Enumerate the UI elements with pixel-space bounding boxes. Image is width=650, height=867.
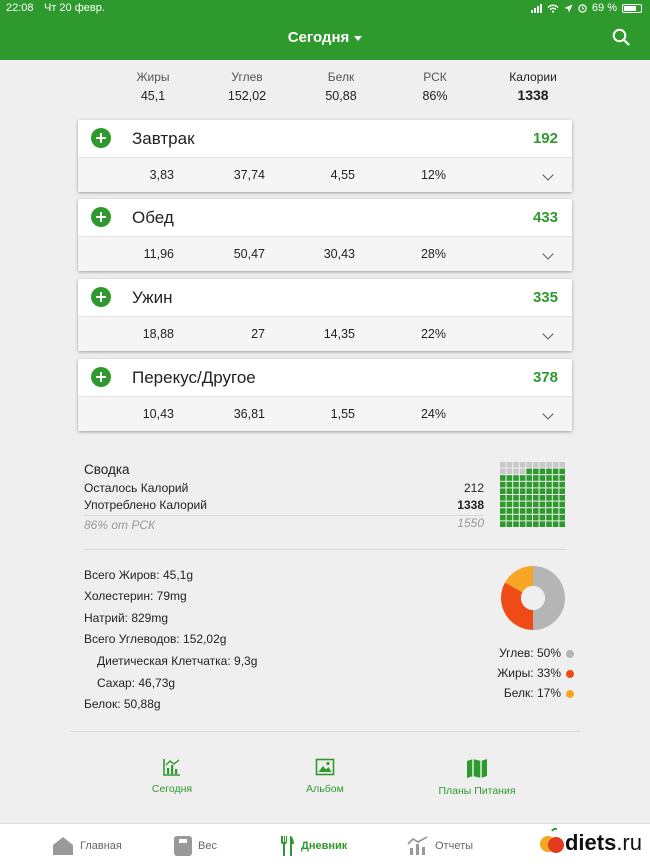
grid-cell-filled [500, 475, 506, 481]
grid-cell-filled [553, 482, 559, 488]
totals-rdi-label: РСК [423, 70, 447, 84]
grid-cell-empty [526, 462, 532, 468]
fork-knife-icon [279, 836, 295, 856]
grid-cell-filled [500, 515, 506, 521]
meal-header[interactable] [78, 359, 572, 396]
legend-protein-dot [566, 690, 574, 698]
totals-protein-label: Белк [327, 70, 355, 84]
meal-header[interactable] [78, 199, 572, 236]
scale-icon [174, 836, 192, 856]
summary-title: Сводка [84, 462, 130, 477]
meal-header[interactable] [78, 120, 572, 157]
grid-cell-filled [540, 521, 546, 527]
status-date: Чт 20 февр. [44, 2, 105, 14]
daily-totals [0, 70, 650, 110]
status-time: 22:08 [6, 2, 34, 14]
grid-cell-filled [540, 488, 546, 494]
grid-cell-filled [533, 475, 539, 481]
grid-cell-filled [520, 482, 526, 488]
apple-logo-icon [539, 828, 565, 858]
battery-icon [622, 4, 642, 13]
grid-cell-filled [507, 508, 513, 514]
grid-cell-empty [513, 469, 519, 475]
grid-cell-empty [559, 462, 565, 468]
grid-cell-filled [546, 488, 552, 494]
bottom-tab-bar [0, 823, 650, 867]
grid-cell-filled [546, 515, 552, 521]
meal-name: Перекус/Другое [132, 368, 256, 387]
meal-carbs: 36,81 [233, 407, 265, 421]
meal-protein: 14,35 [323, 327, 355, 341]
meal-fat: 10,43 [142, 407, 174, 421]
grid-cell-empty [507, 462, 513, 468]
chart-icon [162, 757, 182, 777]
reports-icon [407, 836, 429, 856]
macro-donut-chart [500, 565, 566, 631]
meal-carbs: 27 [251, 327, 265, 341]
grid-cell-filled [553, 521, 559, 527]
page-title: Сегодня [287, 29, 350, 46]
chevron-down-icon [354, 36, 362, 41]
grid-cell-filled [540, 482, 546, 488]
grid-cell-filled [546, 475, 552, 481]
grid-cell-filled [520, 502, 526, 508]
legend-fat-dot [566, 670, 574, 678]
alarm-icon [578, 4, 587, 13]
meal-header[interactable] [78, 279, 572, 316]
meal-rdi: 24% [420, 407, 446, 421]
grid-cell-filled [520, 515, 526, 521]
grid-cell-filled [500, 502, 506, 508]
add-food-icon[interactable] [91, 207, 111, 227]
grid-cell-filled [526, 475, 532, 481]
grid-cell-filled [540, 495, 546, 501]
grid-cell-filled [546, 502, 552, 508]
grid-cell-filled [526, 482, 532, 488]
meal-protein: 4,55 [330, 168, 355, 182]
grid-cell-filled [533, 515, 539, 521]
grid-cell-filled [559, 521, 565, 527]
grid-cell-empty [533, 462, 539, 468]
totals-calories-value: 1338 [517, 87, 549, 103]
grid-cell-empty [540, 462, 546, 468]
grid-cell-filled [540, 469, 546, 475]
location-icon [564, 4, 573, 13]
grid-cell-filled [520, 521, 526, 527]
meal-rdi: 12% [420, 168, 446, 182]
grid-cell-empty [520, 462, 526, 468]
grid-cell-filled [500, 508, 506, 514]
grid-cell-filled [507, 495, 513, 501]
tab-reports[interactable] [407, 836, 473, 856]
nutrient-protein: Белок: 50,88g [84, 697, 161, 711]
nutrient-cholesterol: Холестерин: 79mg [84, 589, 187, 603]
grid-cell-filled [546, 508, 552, 514]
meal-fat: 3,83 [149, 168, 174, 182]
summary-rdi-label: 86% от РСК [84, 518, 156, 532]
summary-remaining-value: 212 [463, 481, 484, 495]
totals-carbs [207, 70, 287, 103]
nutrient-sugar: Сахар: 46,73g [97, 676, 176, 690]
battery-percent: 69 % [591, 2, 617, 14]
meal-calories: 335 [532, 289, 558, 306]
image-icon [315, 757, 335, 777]
grid-cell-filled [500, 521, 506, 527]
subnav-meal-plans[interactable] [417, 757, 537, 797]
grid-cell-filled [533, 495, 539, 501]
meal-protein: 30,43 [323, 247, 355, 261]
grid-cell-filled [559, 475, 565, 481]
legend-carbs-label: Углев: 50% [499, 646, 561, 660]
meal-protein: 1,55 [330, 407, 355, 421]
totals-carbs-label: Углев [231, 70, 263, 84]
meal-macros[interactable] [78, 236, 572, 271]
grid-cell-empty [546, 462, 552, 468]
meal-name: Обед [132, 208, 174, 227]
grid-cell-filled [520, 495, 526, 501]
summary-remaining-label: Осталось Калорий [84, 481, 189, 495]
grid-cell-empty [520, 469, 526, 475]
grid-cell-filled [507, 515, 513, 521]
grid-cell-filled [546, 495, 552, 501]
summary-rdi-value: 1550 [457, 516, 484, 530]
site-logo [539, 828, 642, 858]
totals-protein-value: 50,88 [325, 89, 357, 103]
legend-protein [504, 686, 574, 700]
grid-cell-filled [500, 495, 506, 501]
grid-cell-filled [540, 475, 546, 481]
wifi-icon [547, 4, 559, 13]
grid-cell-filled [520, 508, 526, 514]
tab-home[interactable] [52, 836, 122, 856]
tab-diary-label: Дневник [301, 840, 348, 852]
tab-diary[interactable] [279, 836, 347, 856]
subnav-meal-plans-label: Планы Питания [438, 785, 516, 797]
legend-carbs-dot [566, 650, 574, 658]
grid-cell-empty [553, 462, 559, 468]
totals-fat-label: Жиры [136, 70, 170, 84]
grid-cell-filled [546, 482, 552, 488]
subnav-album[interactable] [265, 757, 385, 795]
grid-cell-filled [533, 508, 539, 514]
nutrient-fiber: Диетическая Клетчатка: 9,3g [97, 654, 258, 668]
grid-cell-filled [553, 508, 559, 514]
totals-rdi [395, 70, 475, 103]
grid-cell-filled [526, 502, 532, 508]
chevron-down-icon[interactable] [542, 248, 553, 259]
grid-cell-filled [553, 488, 559, 494]
grid-cell-filled [507, 475, 513, 481]
grid-cell-filled [526, 521, 532, 527]
meal-card-snack[interactable] [78, 359, 572, 431]
meal-rdi: 28% [420, 247, 446, 261]
grid-cell-filled [520, 488, 526, 494]
grid-cell-filled [507, 482, 513, 488]
meal-calories: 433 [532, 209, 558, 226]
tab-home-label: Главная [80, 840, 122, 852]
legend-protein-label: Белк: 17% [503, 686, 561, 700]
grid-cell-filled [513, 508, 519, 514]
grid-cell-empty [507, 469, 513, 475]
legend-fat [497, 666, 574, 680]
grid-cell-filled [526, 508, 532, 514]
home-icon [52, 836, 74, 856]
grid-cell-filled [546, 521, 552, 527]
chevron-down-icon[interactable] [542, 328, 553, 339]
meal-calories: 378 [532, 369, 558, 386]
grid-cell-filled [513, 482, 519, 488]
legend-fat-label: Жиры: 33% [497, 666, 561, 680]
calorie-grid-icon [500, 462, 566, 528]
grid-cell-filled [559, 508, 565, 514]
totals-calories-label: Калории [509, 70, 557, 84]
grid-cell-filled [513, 488, 519, 494]
grid-cell-filled [526, 488, 532, 494]
grid-cell-filled [526, 515, 532, 521]
totals-calories [493, 70, 573, 103]
grid-cell-filled [533, 502, 539, 508]
meal-fat: 11,96 [143, 247, 174, 261]
totals-rdi-value: 86% [422, 89, 448, 103]
legend-carbs [499, 646, 574, 660]
grid-cell-filled [513, 521, 519, 527]
summary-rdi [84, 515, 484, 533]
grid-cell-empty [500, 462, 506, 468]
divider [84, 549, 566, 550]
grid-cell-filled [520, 475, 526, 481]
grid-cell-filled [553, 502, 559, 508]
grid-cell-filled [553, 495, 559, 501]
totals-carbs-value: 152,02 [227, 89, 267, 103]
meal-name: Завтрак [132, 129, 195, 148]
summary-consumed-value: 1338 [457, 498, 484, 512]
tab-weight-label: Вес [198, 840, 217, 852]
add-food-icon[interactable] [91, 128, 111, 148]
logo-text: diets [564, 830, 617, 855]
grid-cell-filled [513, 502, 519, 508]
grid-cell-filled [559, 469, 565, 475]
grid-cell-empty [513, 462, 519, 468]
grid-cell-filled [533, 521, 539, 527]
tab-weight[interactable] [174, 836, 217, 856]
grid-cell-filled [553, 469, 559, 475]
subnav-today-label: Сегодня [151, 783, 193, 795]
chevron-down-icon[interactable] [542, 169, 553, 180]
grid-cell-filled [513, 515, 519, 521]
grid-cell-filled [513, 495, 519, 501]
nutrient-sodium: Натрий: 829mg [84, 611, 169, 625]
signal-icon [531, 4, 542, 13]
totals-fat-value: 45,1 [140, 89, 166, 103]
summary-consumed-label: Употреблено Калорий [84, 498, 207, 512]
add-food-icon[interactable] [91, 287, 111, 307]
grid-cell-filled [533, 488, 539, 494]
grid-cell-filled [513, 475, 519, 481]
meal-rdi: 22% [420, 327, 446, 341]
grid-cell-filled [526, 495, 532, 501]
search-icon[interactable] [612, 28, 630, 46]
grid-cell-empty [500, 469, 506, 475]
summary-consumed [84, 498, 484, 514]
grid-cell-filled [559, 515, 565, 521]
tab-reports-label: Отчеты [435, 840, 474, 852]
date-selector[interactable] [0, 29, 650, 46]
meal-fat: 18,88 [142, 327, 174, 341]
divider [70, 731, 580, 732]
totals-fat [113, 70, 193, 103]
grid-cell-filled [540, 502, 546, 508]
meal-macros[interactable] [78, 157, 572, 192]
donut-hole [521, 586, 545, 610]
add-food-icon[interactable] [91, 367, 111, 387]
grid-cell-filled [559, 495, 565, 501]
nutrient-total-carbs: Всего Углеводов: 152,02g [84, 632, 227, 646]
subnav-album-label: Альбом [306, 783, 344, 795]
subnav-today[interactable] [112, 757, 232, 795]
grid-cell-filled [507, 521, 513, 527]
grid-cell-filled [559, 482, 565, 488]
meal-card-breakfast[interactable] [78, 120, 572, 192]
grid-cell-filled [500, 482, 506, 488]
map-icon [466, 757, 488, 779]
meal-card-dinner[interactable] [78, 279, 572, 351]
summary-remaining [84, 481, 484, 497]
grid-cell-filled [540, 508, 546, 514]
grid-cell-filled [559, 488, 565, 494]
grid-cell-filled [533, 469, 539, 475]
logo-tld: .ru [616, 830, 642, 855]
grid-cell-filled [546, 469, 552, 475]
meal-calories: 192 [532, 130, 558, 147]
calorie-summary [84, 462, 484, 533]
nutrient-total-fat: Всего Жиров: 45,1g [84, 568, 194, 582]
meal-carbs: 50,47 [233, 247, 265, 261]
totals-protein [301, 70, 381, 103]
meal-carbs: 37,74 [233, 168, 265, 182]
grid-cell-filled [559, 502, 565, 508]
grid-cell-filled [507, 502, 513, 508]
grid-cell-filled [553, 475, 559, 481]
meal-macros[interactable] [78, 316, 572, 351]
grid-cell-filled [526, 469, 532, 475]
meal-macros[interactable] [78, 396, 572, 431]
grid-cell-filled [540, 515, 546, 521]
grid-cell-filled [553, 515, 559, 521]
app-header [0, 0, 650, 60]
grid-cell-filled [507, 488, 513, 494]
chevron-down-icon[interactable] [542, 408, 553, 419]
meal-card-lunch[interactable] [78, 199, 572, 271]
status-bar [6, 2, 642, 16]
grid-cell-filled [500, 488, 506, 494]
meal-name: Ужин [132, 288, 173, 307]
grid-cell-filled [533, 482, 539, 488]
